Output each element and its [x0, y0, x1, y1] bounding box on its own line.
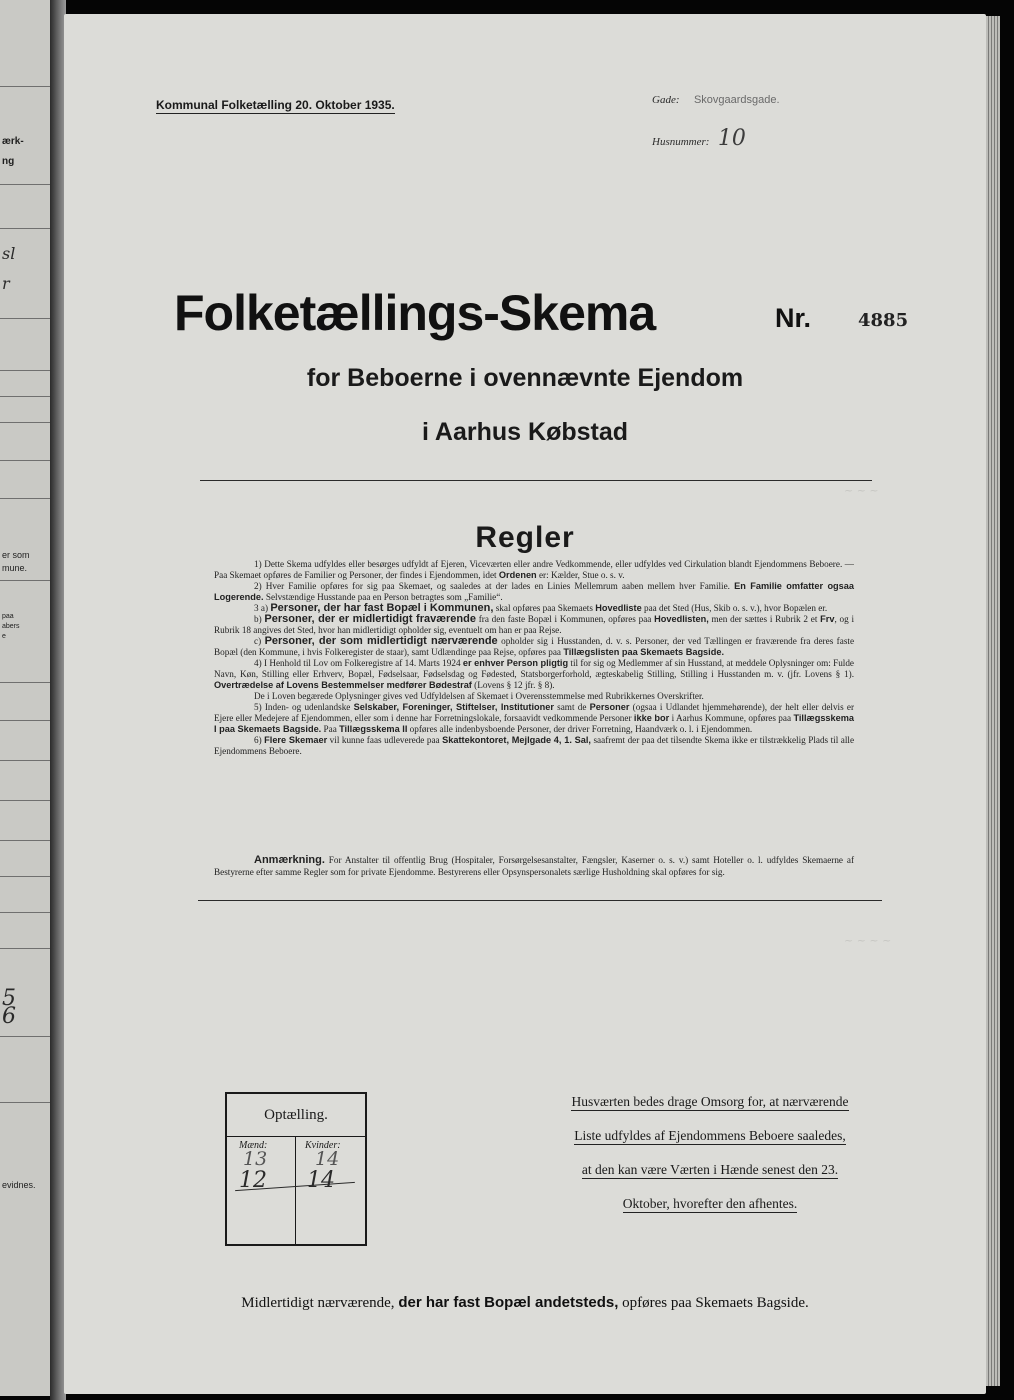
husnummer-label: Husnummer:: [652, 136, 710, 148]
left-page-rule: [0, 460, 50, 461]
bleed-through: ~ ~ ~ ~: [844, 934, 892, 947]
women-count-crossed: 14: [315, 1148, 340, 1170]
left-page-rule: [0, 760, 50, 761]
rule-4: 4) I Henhold til Lov om Folkeregistre af 14. Marts 1924 er enhver Person pligtig til for sig og Medlemmer af sin Husstand, at meddele Oplysninger om: Fulde Navn, Køn, Stilling eller Erhverv, Bopæl, Fødselsaar, Fødselsdag og Fødested, Statsborgerforhold, ægteskabelig Stilling, Stilling i Husstanden m. v. (jfr. Lovens § 1). Overtrædelse af Lovens Bestemmelser medfører Bødestraf (Lovens § 12 jfr. § 8).: [214, 658, 855, 690]
notice-line: Liste udfyldes af Ejendommens Beboere saaledes,: [574, 1128, 846, 1143]
left-page-rule: [0, 396, 50, 397]
notice-line: at den kan være Værten i Hænde senest den 23.: [581, 1162, 839, 1177]
left-page-rule: [0, 840, 50, 841]
form-subtitle: for Beboerne i ovennævnte Ejendom: [306, 364, 744, 392]
left-page-rule: [0, 1102, 50, 1103]
gade-label: Gade:: [652, 94, 680, 106]
remark-text: For Anstalter til offentlig Brug (Hospitaler, Forsørgelsesanstalter, Fængsler, Kaserner o. s. v.) samt Hoteller o. l. udfyldes Skemaerne af Bestyrerne efter samme Regler som for private Ejendomme. Bestyrerens eller Opsynspersonalets særlige Husholdning skal opføres for sig.: [214, 855, 855, 877]
left-page-rule: [0, 422, 50, 423]
remark-label: Anmærkning.: [254, 854, 325, 866]
counting-separator: [295, 1136, 296, 1244]
left-handwriting: 5: [2, 986, 16, 1011]
left-page-rule: [0, 682, 50, 683]
left-page-rule: [0, 912, 50, 913]
rule-3c: c) Personer, der som midlertidigt nærværende opholder sig i Husstanden, d. v. s. Personer, der ved Tællingen er fraværende fra deres faste Bopæl (den Kommune, i hvis Folkeregister de staar), samt Udlændinge paa Rejse, opføres paa Tillægslisten paa Skemaets Bagside.: [214, 635, 855, 657]
left-page-rule: [0, 948, 50, 949]
form-number-value: 4885: [858, 310, 909, 331]
rule-3a: 3 a) Personer, der har fast Bopæl i Kommunen, skal opføres paa Skemaets Hovedliste paa det Sted (Hus, Skib o. s. v.), hvor Bopælen er.: [254, 602, 828, 614]
rule-5: 5) Inden- og udenlandske Selskaber, Foreninger, Stiftelser, Institutioner samt de Personer (ogsaa i Udlandet hjemmehørende), der helt eller delvis er Ejere eller Medejere af Ejendommen, eller som i denne har Forretningslokale, forsaavidt vedkommende Personer ikke bor i Aarhus Kommune, opføres paa Tillægsskema I paa Skemaets Bagside. Paa Tillægsskema II opføres alle indenbysboende Personer, der driver Forretning, Haandværk o. l. i Ejendommen.: [214, 702, 855, 734]
remark-section: [214, 854, 854, 878]
left-page-rule: [0, 498, 50, 499]
divider-line: [198, 900, 882, 901]
form-title: Folketællings-Skema: [174, 285, 656, 341]
counting-title: Optælling.: [227, 1094, 365, 1137]
left-handwriting: sl: [2, 244, 16, 263]
census-form-page: [64, 14, 986, 1394]
left-page-rule: [0, 86, 50, 87]
women-label: Kvinder:: [305, 1140, 341, 1151]
left-fragment: abers: [2, 623, 20, 630]
left-page-rule: [0, 228, 50, 229]
husnummer-value: 10: [717, 126, 746, 151]
left-fragment: e: [2, 633, 6, 640]
left-page-rule: [0, 184, 50, 185]
census-title: Kommunal Folketælling 20. Oktober 1935.: [156, 98, 395, 112]
notice-line: Husværten bedes drage Omsorg for, at nærværende: [571, 1094, 849, 1109]
left-fragment: mune.: [2, 563, 28, 573]
gade-field: [652, 90, 780, 108]
form-number-label: Nr.: [775, 303, 812, 333]
rules-text: [214, 559, 854, 757]
left-fragment: er som: [2, 550, 30, 560]
left-fragment: evidnes.: [2, 1180, 36, 1190]
divider-line: [200, 480, 872, 481]
rule-2: 2) Hver Familie opføres for sig paa Skemaet, og saaledes at der lades en Linies Mellemrum aaben mellem hver Familie. En Familie omfatter ogsaa Logerende. Selvstændige Husstande paa en Person betragtes som „Familie“.: [214, 581, 854, 602]
left-handwriting: 6: [2, 1004, 16, 1029]
husnummer-field: [652, 126, 746, 151]
footer-note: Midlertidigt nærværende, der har fast Bopæl andetsteds, opføres paa Skemaets Bagside.: [241, 1294, 809, 1311]
form-location: i Aarhus Købstad: [421, 418, 629, 446]
women-count: 14: [307, 1168, 335, 1193]
men-label: Mænd:: [239, 1140, 268, 1151]
left-fragment: paa: [2, 613, 14, 620]
rule-6: 6) Flere Skemaer vil kunne faas udleverede paa Skattekontoret, Mejlgade 4, 1. Sal, saafremt der paa det tilsendte Skema ikke er tilstrækkelig Plads til alle Ejendommens Beboere.: [214, 735, 855, 756]
left-page-rule: [0, 876, 50, 877]
left-page-rule: [0, 370, 50, 371]
left-fragment: ærk-: [2, 136, 24, 147]
left-page-rule: [0, 318, 50, 319]
notice-line: Oktober, hvorefter den afhentes.: [622, 1196, 798, 1211]
men-count: 12: [239, 1168, 267, 1193]
left-fragment: ng: [2, 156, 15, 167]
rule-3b: b) Personer, der er midlertidigt fraværende fra den faste Bopæl i Kommunen, opføres paa Hovedlisten, men der sættes i Rubrik 2 et Frv, og i Rubrik 18 angives det Sted, hvor han midlertidigt opholder sig, eventuelt om han er paa Rejse.: [214, 613, 855, 635]
page-stack-edge: [986, 16, 1000, 1386]
counting-box: [225, 1092, 367, 1246]
gade-value: Skovgaardsgade.: [693, 94, 780, 106]
bleed-through: ~ ~ ~: [844, 484, 879, 497]
left-page-rule: [0, 800, 50, 801]
left-page-rule: [0, 580, 50, 581]
left-handwriting: r: [2, 274, 10, 293]
men-count-crossed: 13: [243, 1148, 268, 1170]
rules-heading: Regler: [475, 521, 575, 554]
left-page-rule: [0, 1036, 50, 1037]
rule-1: 1) Dette Skema udfyldes eller besørges udfyldt af Ejeren, Viceværten eller andre Vedkommende, eller udfyldes ved Cirkulation blandt Ejendommens Beboere. — Paa Skemaet opføres de Familier og Personer, der findes i Ejendommen, idet Ordenen er: Kælder, Stue o. s. v.: [214, 559, 854, 580]
left-page-fragment: [0, 0, 50, 1396]
rule-4-note: De i Loven begærede Oplysninger gives ved Udfyldelsen af Skemaet i Overensstemmelse med Rubrikkernes Overskrifter.: [254, 691, 704, 701]
left-page-rule: [0, 720, 50, 721]
